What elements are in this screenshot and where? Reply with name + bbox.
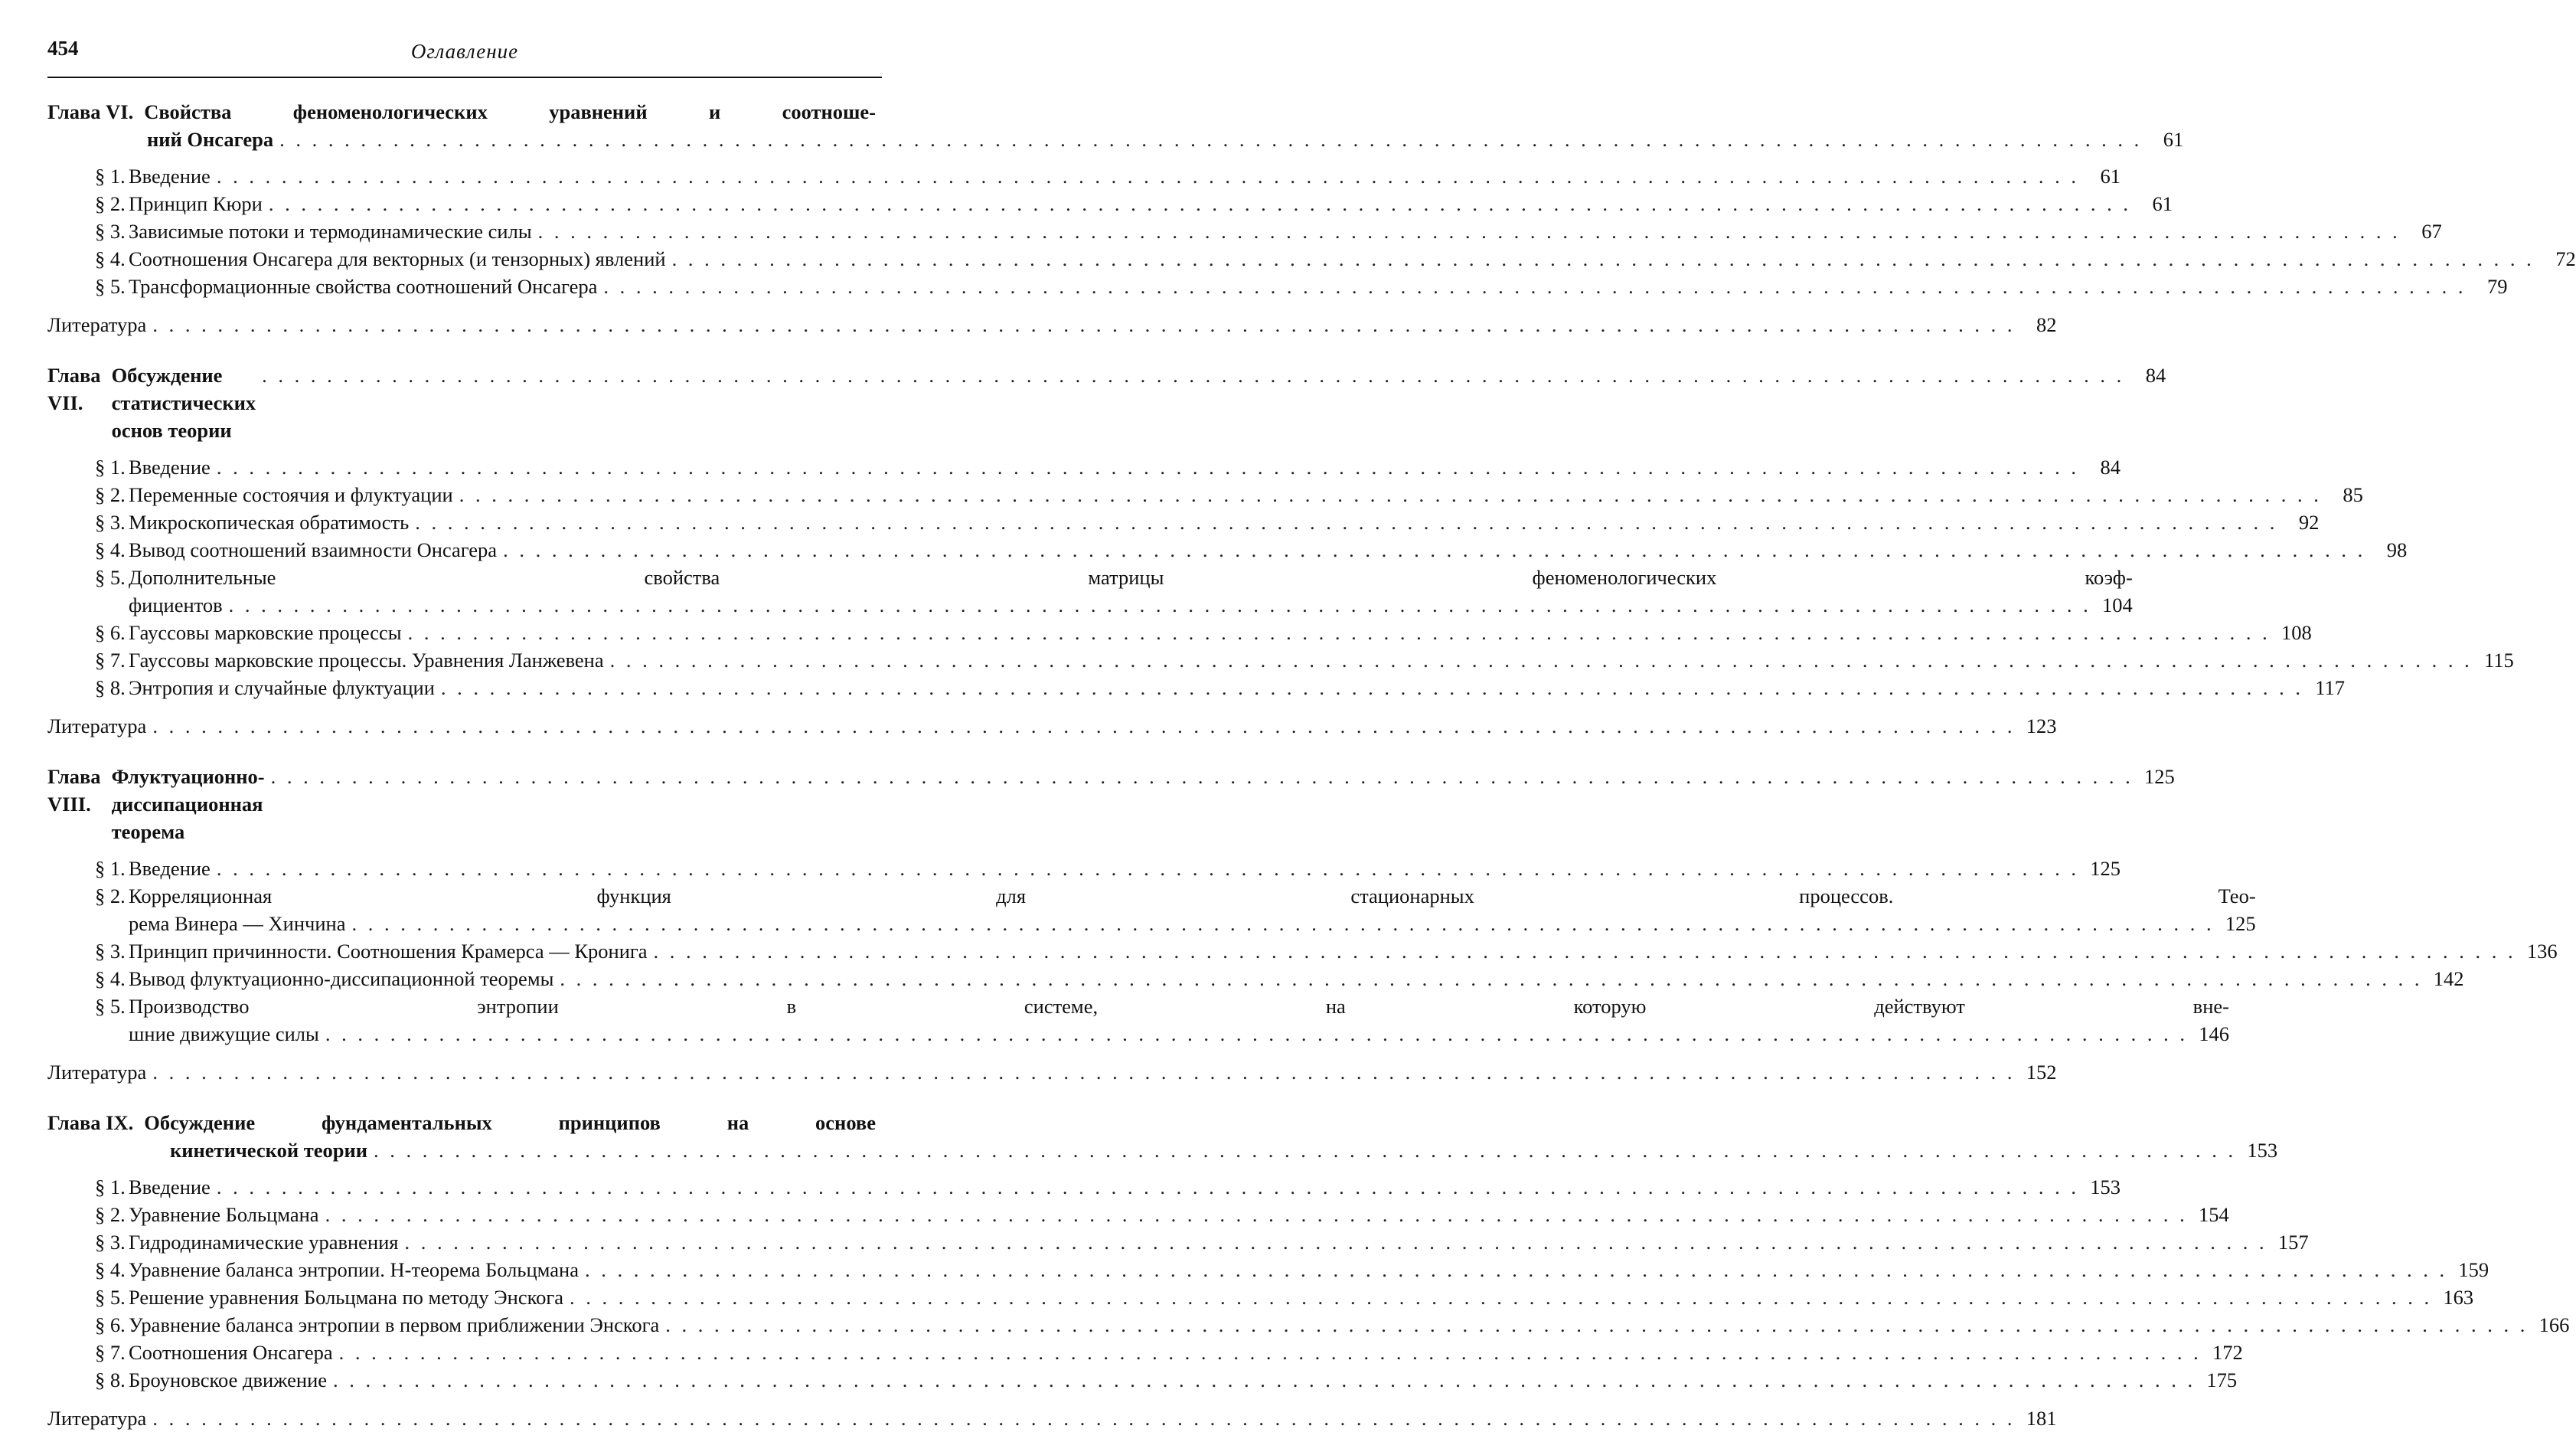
page-ref: 125 xyxy=(2225,912,2256,935)
section-title: Решение уравнения Больцмана по методу Энскога xyxy=(129,1286,564,1309)
chapter-title-line: кинетической теории xyxy=(170,1139,368,1162)
dot-leader xyxy=(538,217,2401,245)
dot-leader xyxy=(665,1311,2528,1339)
section-number: § 3. xyxy=(95,940,126,963)
page-ref: 92 xyxy=(2298,511,2320,534)
section-title: Принцип причинности. Соотношения Крамерса — Кронига xyxy=(129,940,648,963)
page-ref: 142 xyxy=(2433,967,2464,990)
toc-entry xyxy=(95,1339,2243,1366)
section-title: Введение xyxy=(129,1175,211,1198)
literature-entry xyxy=(47,1404,2057,1432)
section-number: § 3. xyxy=(95,511,126,534)
dot-leader xyxy=(415,508,2277,536)
section-number: § 5. xyxy=(95,275,126,298)
section-title: Введение xyxy=(129,165,211,188)
toc-entry xyxy=(95,937,2558,965)
toc-entry xyxy=(95,882,2256,937)
toc-entry xyxy=(95,508,2320,536)
chapter-label: Глава VI. xyxy=(47,100,134,123)
dot-leader xyxy=(405,1228,2267,1256)
page-ref: 175 xyxy=(2206,1368,2238,1391)
page-ref: 153 xyxy=(2247,1139,2278,1162)
section-number: § 1. xyxy=(95,1175,126,1198)
page-ref: 61 xyxy=(2163,128,2184,151)
page-ref: 181 xyxy=(2026,1407,2057,1430)
section-title: Уравнение баланса энтропии в первом приближении Энскога xyxy=(129,1313,660,1336)
page-ref: 152 xyxy=(2026,1061,2057,1084)
section-title: Зависимые потоки и термодинамические силы xyxy=(129,220,532,243)
page-ref: 117 xyxy=(2315,676,2346,699)
section-title-line: Дополнительные свойства матрицы феноменологических коэф- xyxy=(129,566,2133,589)
chapter-label: Глава VIII. xyxy=(47,765,101,816)
header-rule xyxy=(47,77,882,78)
section-title: Соотношения Онсагера xyxy=(129,1341,333,1364)
dot-leader xyxy=(408,619,2271,646)
chapter-label: Глава IX. xyxy=(47,1111,134,1134)
page-ref: 85 xyxy=(2343,483,2363,506)
dot-leader xyxy=(217,453,2079,481)
dot-leader xyxy=(339,1339,2202,1366)
chapter-title-line: ний Онсагера xyxy=(147,128,274,151)
dot-leader xyxy=(459,481,2322,508)
page-ref: 136 xyxy=(2526,940,2558,963)
dot-leader xyxy=(217,855,2079,882)
section-number: § 5. xyxy=(95,1286,126,1309)
toc-entry xyxy=(95,564,2133,619)
page-ref: 157 xyxy=(2277,1231,2309,1254)
page-ref: 146 xyxy=(2199,1022,2229,1045)
section-number: § 8. xyxy=(95,676,126,699)
section-number: § 4. xyxy=(95,1258,126,1281)
section-number: § 2. xyxy=(95,884,126,907)
section-title: Введение xyxy=(129,456,211,479)
section-title: Броуновское движение xyxy=(129,1368,328,1391)
page-ref: 166 xyxy=(2538,1313,2570,1336)
page-ref: 108 xyxy=(2281,621,2312,644)
toc-entry xyxy=(95,162,2121,190)
dot-leader xyxy=(610,646,2473,674)
dot-leader xyxy=(374,1136,2236,1164)
page-ref: 82 xyxy=(2036,313,2057,336)
page-ref: 84 xyxy=(2145,364,2166,387)
chapter-title: Обсуждение статистических основ теории xyxy=(111,364,256,442)
toc-entry xyxy=(95,273,2508,300)
page-ref: 163 xyxy=(2443,1286,2474,1309)
dot-leader xyxy=(152,311,2015,338)
dot-leader xyxy=(229,591,2091,619)
section-number: § 2. xyxy=(95,483,126,506)
toc-entry xyxy=(95,646,2514,674)
section-number: § 2. xyxy=(95,192,126,215)
section-number: § 5. xyxy=(95,995,126,1018)
section-number: § 4. xyxy=(95,538,126,561)
dot-leader xyxy=(325,1020,2188,1048)
section-title: Трансформационные свойства соотношений Онсагера xyxy=(129,275,598,298)
page-ref: 125 xyxy=(2090,857,2121,880)
dot-leader xyxy=(585,1256,2447,1283)
toc-entry xyxy=(95,619,2312,646)
toc-entry xyxy=(95,536,2408,564)
dot-leader xyxy=(217,162,2079,190)
section-title: Вывод соотношений взаимности Онсагера xyxy=(129,538,498,561)
dot-leader xyxy=(279,126,2142,153)
literature-label: Литература xyxy=(47,1407,147,1430)
page-ref: 153 xyxy=(2090,1175,2121,1198)
page-ref: 72 xyxy=(2555,247,2576,270)
dot-leader xyxy=(152,1404,2015,1432)
toc-entry xyxy=(95,1256,2489,1283)
chapter-title: Флуктуационно-диссипационная теорема xyxy=(111,765,265,843)
toc-entry xyxy=(95,481,2363,508)
toc-entry xyxy=(95,1311,2570,1339)
dot-leader xyxy=(560,965,2422,992)
dot-leader xyxy=(152,712,2015,740)
chapter-label: Глава VII. xyxy=(47,364,101,414)
literature-entry xyxy=(47,712,2057,740)
page-ref: 98 xyxy=(2386,538,2408,561)
chapter-7-sections xyxy=(47,453,2514,701)
section-title: Микроскопическая обратимость xyxy=(129,511,410,534)
dot-leader xyxy=(654,937,2516,965)
toc-entry xyxy=(95,1228,2309,1256)
section-number: § 7. xyxy=(95,649,126,672)
section-title: Гауссовы марковские процессы xyxy=(129,621,402,644)
section-number: § 3. xyxy=(95,1231,126,1254)
literature-label: Литература xyxy=(47,313,147,336)
toc-entry xyxy=(95,1366,2238,1394)
chapter-6-sections xyxy=(47,162,2576,300)
section-title-line: фициентов xyxy=(129,593,223,616)
section-title-line: рема Винера — Хинчина xyxy=(129,912,346,935)
dot-leader xyxy=(271,763,2134,790)
page-ref: 104 xyxy=(2102,593,2133,616)
section-number: § 6. xyxy=(95,621,126,644)
chapter-9-sections xyxy=(47,1173,2570,1394)
literature-label: Литература xyxy=(47,714,147,737)
section-title: Введение xyxy=(129,857,211,880)
toc-entry xyxy=(95,245,2576,273)
page-ref: 61 xyxy=(2100,165,2121,188)
literature-entry xyxy=(47,311,2057,338)
chapter-7-heading xyxy=(47,361,2166,444)
page-ref: 154 xyxy=(2198,1203,2229,1226)
section-title: Энтропия и случайные флуктуации xyxy=(129,676,435,699)
toc-entry xyxy=(95,217,2442,245)
section-number: § 3. xyxy=(95,220,126,243)
toc-entry xyxy=(95,1173,2121,1201)
chapter-8-sections xyxy=(47,855,2558,1048)
chapter-title-line: Свойства феноменологических уравнений и соотноше- xyxy=(144,100,876,123)
dot-leader xyxy=(262,361,2124,389)
table-of-contents xyxy=(47,98,2576,1455)
toc-entry xyxy=(95,992,2229,1048)
dot-leader xyxy=(217,1173,2079,1201)
toc-entry xyxy=(95,453,2121,481)
section-title: Вывод флуктуационно-диссипационной теоремы xyxy=(129,967,554,990)
dot-leader xyxy=(603,273,2466,300)
chapter-title-line: Обсуждение фундаментальных принципов на основе xyxy=(144,1111,876,1134)
dot-leader xyxy=(441,674,2303,701)
dot-leader xyxy=(672,245,2535,273)
running-title: Оглавление xyxy=(410,40,519,63)
toc-entry xyxy=(95,190,2173,217)
chapter-9-heading xyxy=(47,1109,2278,1164)
page-ref: 172 xyxy=(2212,1341,2243,1364)
section-number: § 6. xyxy=(95,1313,126,1336)
section-title-line: Корреляционная функция для стационарных процессов. Тео- xyxy=(129,884,2256,907)
section-number: § 1. xyxy=(95,165,126,188)
section-number: § 7. xyxy=(95,1341,126,1364)
dot-leader xyxy=(152,1058,2015,1086)
dot-leader xyxy=(333,1366,2196,1394)
section-number: § 1. xyxy=(95,857,126,880)
page-ref: 61 xyxy=(2152,192,2173,215)
page-ref: 84 xyxy=(2100,456,2121,479)
section-title-line: шние движущие силы xyxy=(129,1022,319,1045)
running-head xyxy=(47,37,882,80)
dot-leader xyxy=(325,1201,2188,1228)
page-ref: 123 xyxy=(2026,714,2057,737)
dot-leader xyxy=(570,1283,2432,1311)
section-title: Уравнение баланса энтропии. H-теорема Больцмана xyxy=(129,1258,579,1281)
chapter-6-heading xyxy=(47,98,2184,153)
section-number: § 4. xyxy=(95,967,126,990)
section-title: Гауссовы марковские процессы. Уравнения Ланжевена xyxy=(129,649,604,672)
section-number: § 5. xyxy=(95,566,126,589)
chapter-8-heading xyxy=(47,763,2175,845)
toc-entry xyxy=(95,1283,2474,1311)
dot-leader xyxy=(503,536,2365,564)
toc-entry xyxy=(95,855,2121,882)
page-ref: 67 xyxy=(2421,220,2442,243)
section-number: § 1. xyxy=(95,456,126,479)
section-title: Принцип Кюри xyxy=(129,192,263,215)
dot-leader xyxy=(269,190,2131,217)
section-title: Переменные состоячия и флуктуации xyxy=(129,483,453,506)
page-ref: 79 xyxy=(2487,275,2508,298)
section-title: Гидродинамические уравнения xyxy=(129,1231,399,1254)
toc-entry xyxy=(95,965,2464,992)
dot-leader xyxy=(352,910,2215,937)
page-ref: 115 xyxy=(2483,649,2514,672)
section-number: § 4. xyxy=(95,247,126,270)
toc-entry xyxy=(95,1201,2229,1228)
page-ref: 159 xyxy=(2458,1258,2489,1281)
literature-label: Литература xyxy=(47,1061,147,1084)
section-title: Уравнение Больцмана xyxy=(129,1203,319,1226)
literature-entry xyxy=(47,1058,2057,1086)
section-number: § 2. xyxy=(95,1203,126,1226)
section-title-line: Производство энтропии в системе, на которую действуют вне- xyxy=(129,995,2229,1018)
toc-entry xyxy=(95,674,2346,701)
page-number: 454 xyxy=(47,37,79,60)
section-number: § 8. xyxy=(95,1368,126,1391)
page-ref: 125 xyxy=(2143,765,2175,788)
section-title: Соотношения Онсагера для векторных (и тензорных) явлений xyxy=(129,247,666,270)
